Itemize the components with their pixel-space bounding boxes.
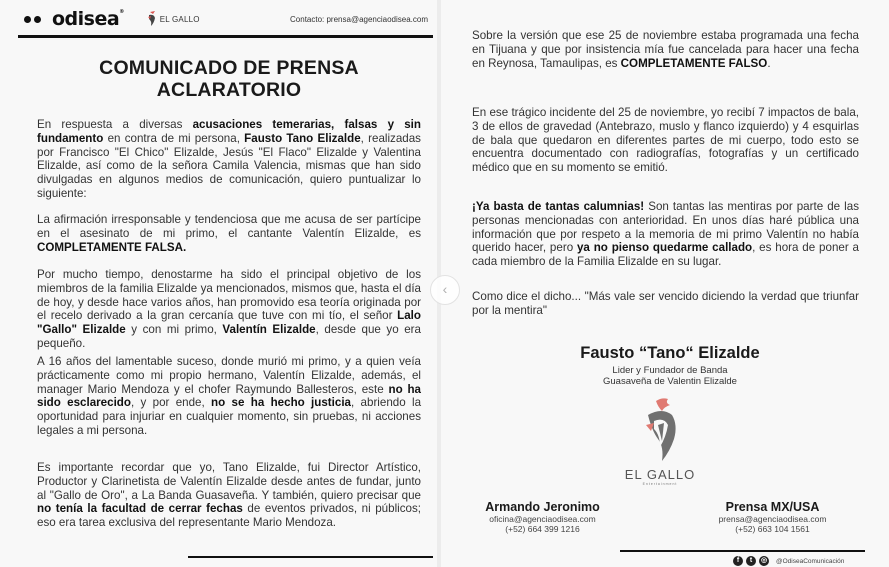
contact-email[interactable]: prensa@agenciaodisea.com — [718, 514, 827, 524]
social-links — [733, 556, 844, 566]
paragraph-6: Sobre la versión que ese 25 de noviembre estaba programada una fecha en Tijuana y que por insistencia mía fue cancelada para hacer una fecha en Reynosa, Tamaulipas, es COMPLETAMENTE FALSO. — [472, 29, 859, 70]
paragraph-9: Como dice el dicho... "Más vale ser vencido diciendo la verdad que triunfar por la mentira" — [472, 290, 859, 317]
contact-phone: (+52) 663 104 1561 — [735, 524, 810, 534]
page-header — [18, 8, 433, 30]
carousel-previous-button[interactable] — [430, 275, 460, 305]
paragraph-3: Por mucho tiempo, denostarme ha sido el principal objetivo de los miembros de la familia Elizalde ya mencionados, mismos que, hasta el día de hoy, y desde hace varios años, han promovido esa teoría originada por el recelo derivado a la gran cercanía que tuve con mi tío, el señor Lalo "Gallo" Elizalde y con mi primo, Valentín Elizalde, desde que yo era pequeño. — [37, 268, 421, 350]
contact-card-armando — [470, 500, 615, 534]
header-divider — [18, 35, 433, 38]
el-gallo-small-text: EL GALLO — [159, 14, 200, 24]
odisea-logo: odisea® — [52, 7, 124, 30]
signature-name: Fausto “Tano“ Elizalde — [580, 344, 760, 362]
social-handle: @OdiseaComunicación — [776, 557, 845, 565]
contact-phone: (+52) 664 399 1216 — [505, 524, 580, 534]
twitter-icon[interactable]: t — [746, 556, 756, 566]
el-gallo-logo — [618, 395, 702, 495]
el-gallo-logo-text: EL GALLO — [624, 467, 696, 482]
header-contact: Contacto: prensa@agenciaodisea.com — [290, 14, 428, 24]
facebook-icon[interactable]: f — [733, 556, 743, 566]
title-line-1: COMUNICADO DE PRENSA — [99, 57, 359, 79]
footer-divider-left — [188, 556, 433, 558]
signature-role-line-2: Guasaveña de Valentin Elizalde — [603, 375, 737, 387]
press-release-page-1 — [0, 0, 437, 567]
contact-card-prensa — [700, 500, 845, 534]
rooster-icon — [146, 11, 158, 27]
contact-name: Armando Jeronimo — [485, 500, 600, 514]
odisea-logo-text: odisea — [52, 7, 120, 30]
page-title — [20, 57, 437, 101]
el-gallo-logo-subtext: Entertainment — [642, 482, 678, 486]
title-line-2: ACLARATORIO — [156, 79, 302, 101]
signature-role-line-1: Lider y Fundador de Banda — [612, 365, 728, 376]
chevron-left-icon: ‹ — [442, 281, 448, 297]
paragraph-7: En ese trágico incidente del 25 de noviembre, yo recibí 7 impactos de bala, 3 de ellos de gravedad (Antebrazo, muslo y flanco izquierdo) y 4 esquirlas de bala que quedaron en diferentes partes de mi cuerpo, todo esto se encuentra documentado con radiografías, fotografías y un certificado médico que en su momento se emitió. — [472, 106, 859, 175]
footer-divider-right — [620, 550, 865, 552]
paragraph-1: En respuesta a diversas acusaciones temerarias, falsas y sin fundamento en contra de mi persona, Fausto Tano Elizalde, realizadas por Francisco "El Chico" Elizalde, Jesús "El Flaco" Elizalde y Valentina Elizalde, así como de la señora Camila Valencia, mismas que han sido divulgadas en algunos medios de comunicación, quiero puntualizar lo siguiente: — [37, 118, 421, 200]
el-gallo-small-logo — [146, 11, 200, 27]
contact-email[interactable]: oficina@agenciaodisea.com — [489, 514, 596, 524]
odisea-dots-icon — [24, 16, 41, 23]
instagram-icon[interactable]: ◎ — [760, 557, 768, 564]
paragraph-8: ¡Ya basta de tantas calumnias! Son tantas las mentiras por parte de las personas mencionadas con anterioridad. En unos días haré pública una información que por respeto a la memoria de mi primo Valentín no había querido hacer, pero ya no pienso quedarme callado, es hora de poner a cada miembro de la Familia Elizalde en su lugar. — [472, 200, 859, 269]
paragraph-4: A 16 años del lamentable suceso, donde murió mi primo, y a quien veía prácticamente como mi propio hermano, Valentín Elizalde, además, el manager Mario Mendoza y el chofer Raymundo Ballesteros, este no ha sido esclarecido, y por ende, no se ha hecho justicia, abriendo la oportunidad para injuriar en cualquier momento, sin pruebas, ni acciones legales a mi persona. — [37, 355, 422, 437]
paragraph-2: La afirmación irresponsable y tendenciosa que me acusa de ser partícipe en el asesinato de mi primo, el cantante Valentín Elizalde, es COMPLETAMENTE FALSA. — [37, 213, 421, 254]
contact-name: Prensa MX/USA — [725, 500, 820, 514]
paragraph-5: Es importante recordar que yo, Tano Elizalde, fui Director Artístico, Productor y Clarinetista de Valentín Elizalde desde antes de fundar, junto al "Gallo de Oro", a La Banda Guasaveña. Y también, quiero precisar que no tenía la facultad de cerrar fechas de eventos privados, ni públicos; eso era tarea exclusiva del representante Mario Mendoza. — [37, 461, 421, 530]
signature-role — [520, 366, 820, 387]
rooster-head-icon — [618, 395, 702, 467]
